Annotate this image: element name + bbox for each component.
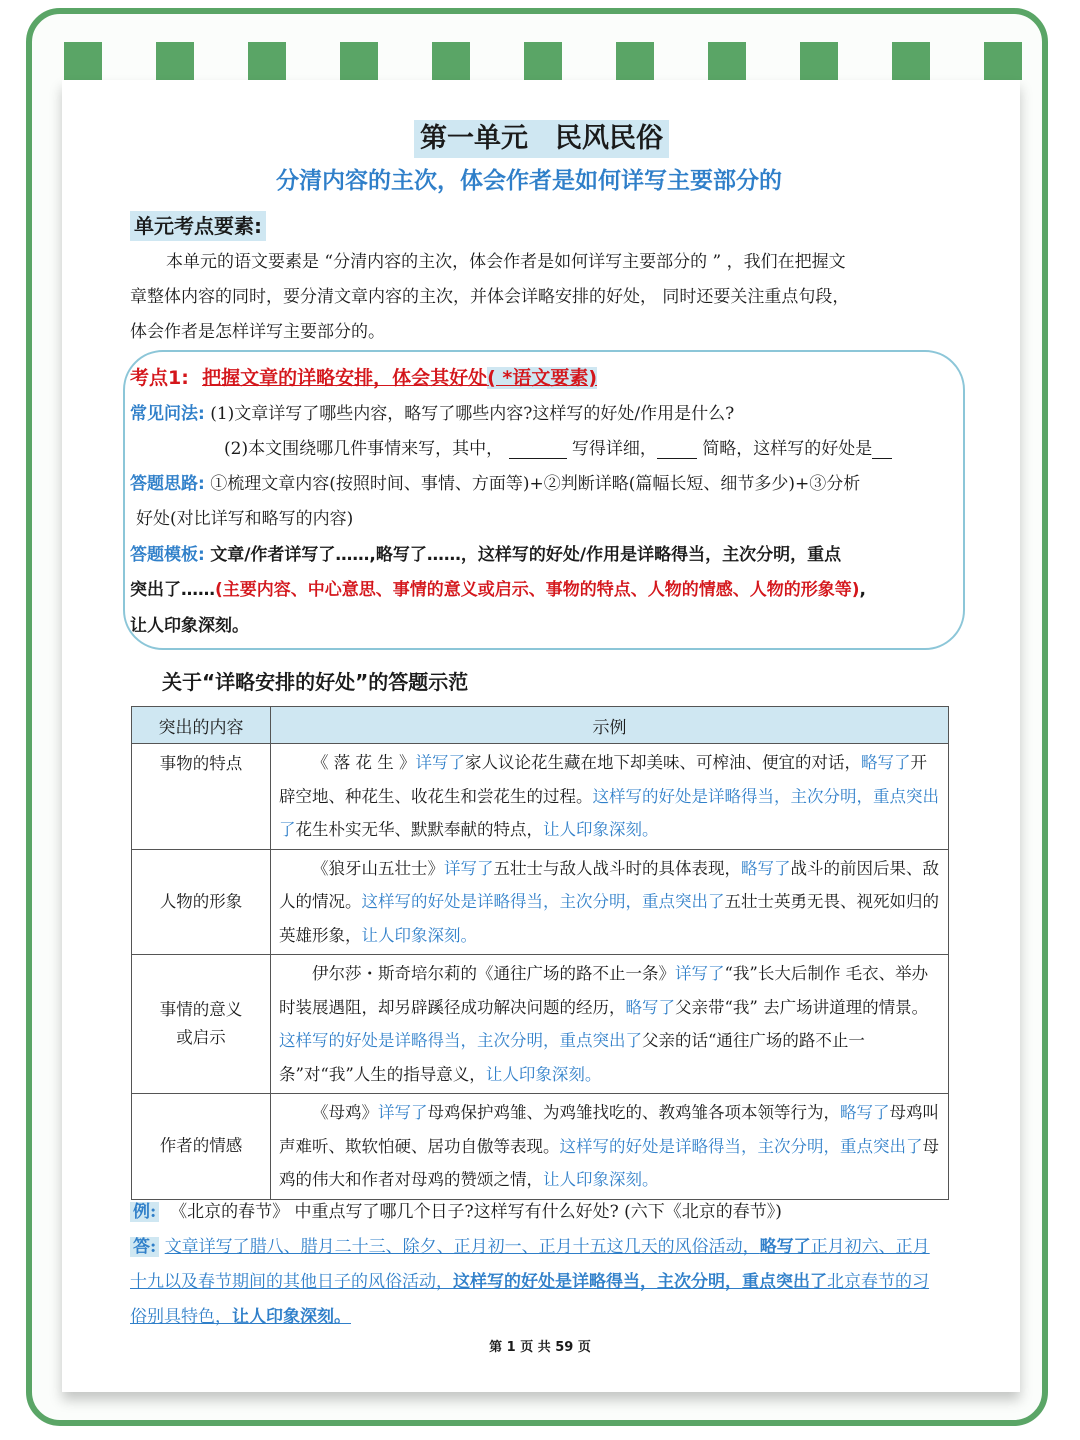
- text-span: 正月初六、正月十九以及春节期间的其他日子的风俗活动，: [130, 1237, 930, 1292]
- question-line-2: [224, 432, 892, 467]
- binder-tab: [800, 42, 838, 80]
- example-table: [131, 706, 949, 1200]
- table-cell-example: [271, 1094, 949, 1200]
- text-span: 五壮士与敌人战斗时的具体表现，: [493, 858, 741, 878]
- thought-line-2: 好处(对比详写和略写的内容): [136, 509, 354, 529]
- text-span: 这样写的好处是详略得当，主次分明，重点突出了: [453, 1272, 827, 1292]
- table-cell-example: [271, 744, 949, 850]
- template-line-1: [130, 538, 841, 573]
- table-header-row: [132, 707, 949, 744]
- key-point-heading: [130, 362, 597, 394]
- template-line-3: 让人印象深刻。: [130, 616, 249, 636]
- key-point-text: 把握文章的详略安排，体会其好处: [202, 367, 488, 389]
- text-span: 详写了: [415, 753, 465, 772]
- key-point-tag: ( *语文要素): [487, 367, 597, 389]
- text-span: 腊八、腊月二十三、除夕、正月初一、正月十五这几天的风俗活动，: [249, 1237, 760, 1257]
- binder-tab: [432, 42, 470, 80]
- binder-tab: [524, 42, 562, 80]
- text-span: 母鸡叫声难听、欺软怕硬、居功自傲等表现。: [279, 1103, 939, 1156]
- template-text-2b: (主要内容、中心意思、事情的意义或启示、事物的特点、人物的情感、人物的形象等): [215, 580, 860, 600]
- binder-tab: [156, 42, 194, 80]
- text-span: 详写了: [444, 858, 494, 878]
- question-label: 常见问法:: [130, 404, 205, 424]
- answer-blank: [509, 440, 567, 459]
- thought-line-1: [130, 467, 860, 502]
- table-row: [132, 955, 949, 1094]
- binder-tab: [984, 42, 1022, 80]
- template-label: 答题模板:: [130, 545, 205, 565]
- text-span: 事情的意义: [159, 1000, 243, 1019]
- answer-blank: [872, 440, 892, 459]
- text-span: 五壮士英勇无畏、视死如归的英雄形象，: [279, 892, 939, 945]
- table-title: 关于“详略安排的好处”的答题示范: [162, 670, 469, 694]
- text-span: 让人印象深刻。: [361, 925, 477, 945]
- text-span: 父亲的话“通往广场的路不止一条”对“我”人生的指导意义，: [279, 1031, 865, 1084]
- text-span: 母鸡的伟大和作者对母鸡的赞颂之情，: [279, 1136, 939, 1189]
- section-heading: 单元考点要素:: [130, 211, 266, 241]
- table-cell-example: [271, 849, 949, 955]
- intro-line-2: 章整体内容的同时，要分清文章内容的主次，并体会详略安排的好处， 同时还要关注重点句段，: [130, 287, 850, 307]
- question-1: (1)文章详写了哪些内容，略写了哪些内容?这样写的好处/作用是什么?: [210, 404, 735, 424]
- text-span: 北京春节的习俗别具特色，: [130, 1272, 929, 1327]
- table-cell-topic: 事物的特点: [132, 744, 271, 850]
- text-span: 让人印象深刻。: [543, 1170, 659, 1189]
- page-title: 第一单元 民风民俗: [414, 120, 669, 158]
- table-row: [132, 849, 949, 955]
- text-span: 《母鸡》: [312, 1103, 378, 1122]
- text-span: “我”长大后制作 毛衣、举办时装展遇阻，却另辟蹊径成功解决问题的经历，: [279, 964, 929, 1017]
- text-span: 略写了: [741, 858, 791, 878]
- text-span: 详写了: [675, 964, 725, 983]
- text-span: 让人印象深刻。: [485, 1064, 602, 1084]
- intro-line-1: 本单元的语文要素是 “分清内容的主次，体会作者是如何详写主要部分的 ” ，我们在把握文: [166, 252, 846, 272]
- text-span: 略写了: [840, 1103, 890, 1122]
- example-answer: [130, 1230, 930, 1335]
- key-point-label: 考点1:: [130, 367, 189, 389]
- text-span: 这样写的好处是详略得当，主次分明，重点突出了: [361, 892, 725, 911]
- table-cell-topic: [132, 955, 271, 1094]
- table-header-topic: 突出的内容: [132, 707, 271, 744]
- text-span: 战斗的前因后果、敌人的情况。: [279, 858, 939, 911]
- text-span: 这样写的好处是详略得当，: [592, 786, 791, 806]
- binder-tabs: [64, 42, 1024, 82]
- template-text-1: 文章/作者详写了……,略写了……，这样写的好处/作用是详略得当，主次分明，重点: [210, 545, 842, 565]
- question-2-part-c: 简略，这样写的好处是: [702, 439, 873, 459]
- binder-tab: [708, 42, 746, 80]
- binder-tab: [64, 42, 102, 80]
- binder-tab: [340, 42, 378, 80]
- table-row: [132, 1094, 949, 1200]
- example-text: 《北京的春节》 中重点写了哪几个日子?这样写有什么好处? (六下《北京的春节》): [170, 1202, 782, 1222]
- text-span: 花生朴实无华、默默奉献的特点，: [295, 820, 543, 839]
- table-cell-example: [271, 955, 949, 1094]
- text-span: 略写了: [860, 753, 911, 772]
- intro-line-3: 体会作者是怎样详写主要部分的。: [130, 322, 385, 342]
- template-text-2a: 突出了……: [130, 580, 215, 600]
- text-span: 父亲带“我” 去广场讲道理的情景。: [675, 997, 929, 1017]
- text-span: 略写了: [625, 997, 675, 1017]
- text-span: 开辟空地、种花生、收花生和尝花生的过程。: [279, 753, 927, 806]
- binder-tab: [616, 42, 654, 80]
- binder-tab: [892, 42, 930, 80]
- text-span: 这样写的好处是详略得当，主次分明，重点突出了: [559, 1136, 923, 1156]
- table-cell-topic: 作者的情感: [132, 1094, 271, 1200]
- text-span: 让人印象深刻。: [543, 820, 659, 839]
- text-span: 详写了: [378, 1103, 428, 1122]
- template-line-2: [130, 573, 866, 608]
- thought-text-1: ①梳理文章内容(按照时间、事情、方面等)+②判断详略(篇幅长短、细节多少)+③分析: [210, 474, 861, 494]
- thought-label: 答题思路:: [130, 474, 205, 494]
- table-header-example: 示例: [271, 707, 949, 744]
- question-2-part-b: 写得详细，: [571, 439, 657, 459]
- text-span: 家人议论花生藏在地下却美味、可榨油、便宜的对话，: [464, 753, 861, 772]
- text-span: 主次分明，重点突出了: [279, 786, 939, 839]
- template-text-2c: ,: [859, 580, 867, 600]
- text-span: 《 落 花 生 》: [312, 753, 416, 772]
- text-span: 略写了: [759, 1237, 811, 1257]
- table-row: [132, 744, 949, 850]
- text-span: 《狼牙山五壮士》: [312, 858, 444, 878]
- answer-tag: 答:: [130, 1237, 159, 1257]
- text-span: 母鸡保护鸡雏、为鸡雏找吃的、教鸡雏各项本领等行为，: [427, 1103, 840, 1122]
- text-span: 这样写的好处是详略得当，主次分明，重点突出了: [279, 1031, 642, 1050]
- table-cell-topic: 人物的形象: [132, 849, 271, 955]
- text-span: 或启示: [176, 1028, 226, 1047]
- page-subtitle: 分清内容的主次，体会作者是如何详写主要部分的: [276, 168, 782, 194]
- example-question: [130, 1196, 782, 1228]
- question-line-1: [130, 397, 734, 432]
- answer-blank: [657, 440, 697, 459]
- question-2-part-a: (2)本文围绕哪几件事情来写，其中，: [224, 439, 504, 459]
- binder-tab: [248, 42, 286, 80]
- text-span: 让人印象深刻。: [232, 1307, 351, 1327]
- page-number: 第 1 页 共 59 页: [489, 1340, 591, 1355]
- example-tag: 例:: [130, 1202, 159, 1222]
- text-span: 文章详写了: [164, 1237, 250, 1257]
- text-span: 伊尔莎・斯奇培尔莉的《通往广场的路不止一条》: [312, 964, 675, 983]
